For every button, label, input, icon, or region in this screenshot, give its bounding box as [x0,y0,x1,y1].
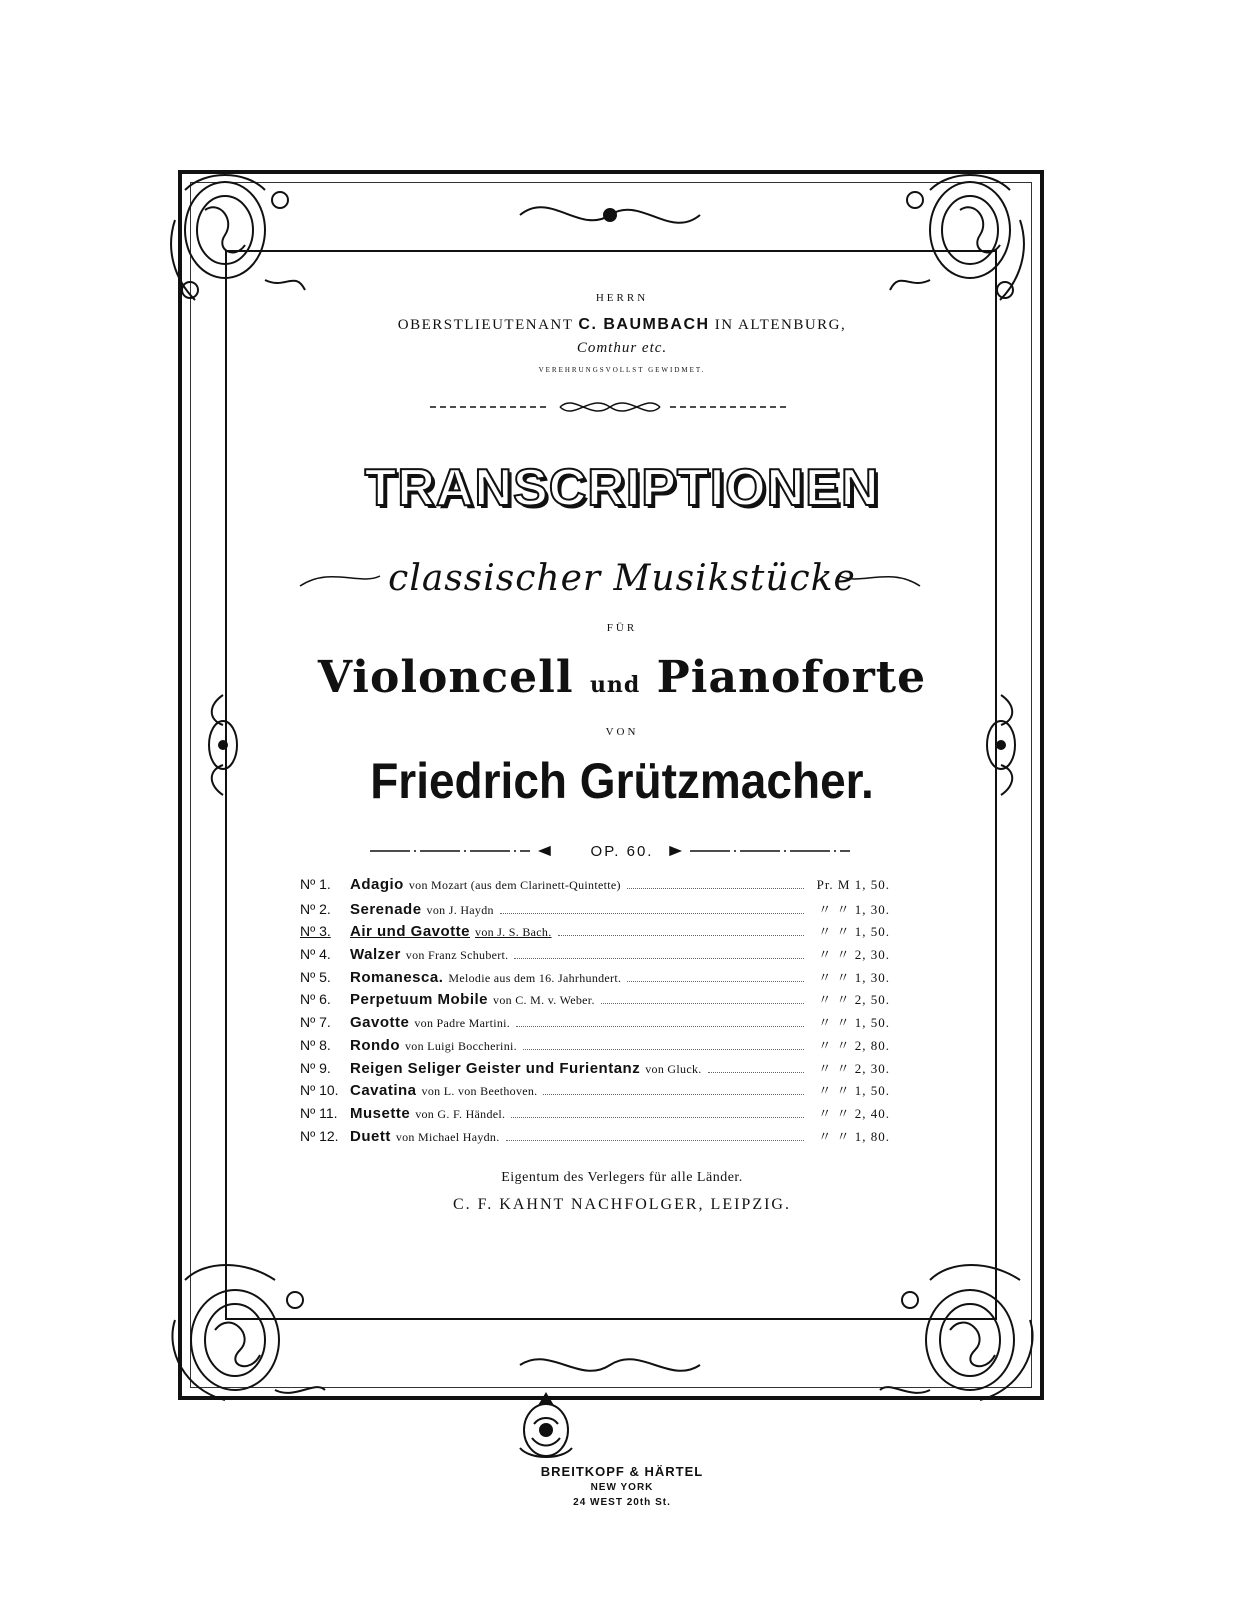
item-number: Nº 5. [300,968,331,985]
item-composer: von J. Haydn [426,902,494,917]
opus-number: OP. 60. [590,843,654,860]
item-title: Musette [350,1104,411,1122]
item-number: Nº 11. [300,1104,338,1121]
item-title: Walzer [350,946,401,964]
item-price: 〃 〃 1, 50. [818,1015,890,1031]
list-item [300,921,890,944]
publisher-seal [506,1388,586,1468]
leader-dots [627,888,804,889]
instrument-violoncell: Violoncell [317,652,574,703]
list-item [300,1035,890,1058]
instrumentation [0,652,1244,703]
item-composer: von G. F. Händel. [415,1106,506,1121]
item-number: Nº 9. [300,1059,331,1076]
instrument-pianoforte: Pianoforte [656,652,927,703]
dedication-title: Comthur etc. [576,340,668,356]
instrument-und: und [589,672,641,698]
item-price: Pr. M 1, 50. [816,877,890,892]
list-item [300,967,890,990]
dealer-city: NEW YORK [590,1482,654,1493]
item-price: 〃 〃 2, 30. [818,947,890,963]
dedication-gewidmet: VEREHRUNGSVOLLST GEWIDMET. [538,366,706,374]
item-composer: von Franz Schubert. [405,948,509,963]
item-number: Nº 4. [300,946,331,963]
item-composer: von Michael Haydn. [395,1129,500,1144]
leader-dots [511,1117,804,1118]
list-item [300,876,890,899]
item-number: Nº 10. [300,1082,339,1099]
rights-notice: Eigentum des Verlegers für alle Länder. [501,1170,743,1185]
list-item [300,1058,890,1081]
von-label: VON [605,726,639,738]
item-composer: von Mozart (aus dem Clarinett-Quintette) [408,878,621,892]
item-title: Romanesca. [350,968,444,986]
item-title: Cavatina [350,1082,417,1100]
item-price: 〃 〃 2, 30. [818,1060,890,1076]
item-title: Gavotte [350,1014,410,1032]
dealer-name: BREITKOPF & HÄRTEL [540,1464,704,1479]
bottom-center-ornament [510,1345,710,1385]
item-composer: Melodie aus dem 16. Jahrhundert. [448,970,622,985]
item-title: Perpetuum Mobile [350,991,489,1009]
item-composer: von J. S. Bach. [475,925,552,940]
item-number: Nº 2. [300,900,331,917]
item-composer: von Luigi Boccherini. [404,1038,517,1053]
publisher-name: C. F. KAHNT NACHFOLGER, LEIPZIG. [453,1196,791,1213]
leader-dots [543,1094,804,1095]
fuer-label: FÜR [606,622,638,634]
dedication-herrn: HERRN [595,292,649,304]
item-composer: von Padre Martini. [414,1016,511,1031]
dedication-place: IN ALTENBURG, [714,317,847,333]
item-title: Air und Gavotte [350,923,471,941]
list-item [300,1126,890,1149]
item-number: Nº 1. [300,876,331,892]
dedication-rank: OBERSTLIEUTENANT [397,317,574,333]
dedication-name: C. BAUMBACH [578,316,710,333]
list-item [300,944,890,967]
composer-name: Friedrich Grützmacher. [370,753,874,809]
item-number: Nº 7. [300,1014,331,1031]
item-title: Adagio [350,876,404,893]
corner-ornament-bottom-left [165,1240,335,1410]
contents-list [300,876,890,1148]
leader-dots [627,981,804,982]
item-composer: von C. M. v. Weber. [493,993,595,1008]
item-number: Nº 12. [300,1127,339,1144]
divider-ornament [430,393,790,421]
leader-dots [516,1026,804,1027]
corner-ornament-bottom-right [870,1240,1040,1410]
leader-dots [500,913,804,914]
dedication-recipient [0,316,1244,334]
leader-dots [601,1003,804,1004]
item-price: 〃 〃 1, 30. [818,901,890,917]
item-composer: von L. von Beethoven. [421,1084,538,1099]
item-price: 〃 〃 1, 80. [818,1128,890,1144]
leader-dots [708,1072,804,1073]
list-item [300,899,890,922]
main-title: TRANSCRIPTIONEN [364,459,880,517]
item-number: Nº 3. [300,923,331,940]
item-price: 〃 〃 2, 50. [818,992,890,1008]
item-price: 〃 〃 1, 50. [818,924,890,940]
item-title: Duett [350,1127,391,1145]
dealer-address: 24 WEST 20th St. [573,1497,671,1508]
leader-dots [514,958,804,959]
item-price: 〃 〃 1, 30. [818,969,890,985]
leader-dots [506,1140,804,1141]
leader-dots [523,1049,804,1050]
item-number: Nº 6. [300,991,331,1008]
item-price: 〃 〃 1, 50. [818,1083,890,1099]
item-composer: von Gluck. [645,1061,702,1076]
list-item [300,989,890,1012]
leader-dots [558,935,804,936]
top-center-ornament [510,185,710,245]
list-item [300,1103,890,1126]
item-number: Nº 8. [300,1036,331,1053]
item-title: Rondo [350,1036,400,1054]
list-item [300,1080,890,1103]
item-price: 〃 〃 2, 80. [818,1037,890,1053]
item-price: 〃 〃 2, 40. [818,1105,890,1121]
item-title: Serenade [350,900,422,918]
list-item [300,1012,890,1035]
subtitle: classischer Musikstücke [388,558,856,599]
item-title: Reigen Seliger Geister und Furientanz [350,1059,641,1077]
